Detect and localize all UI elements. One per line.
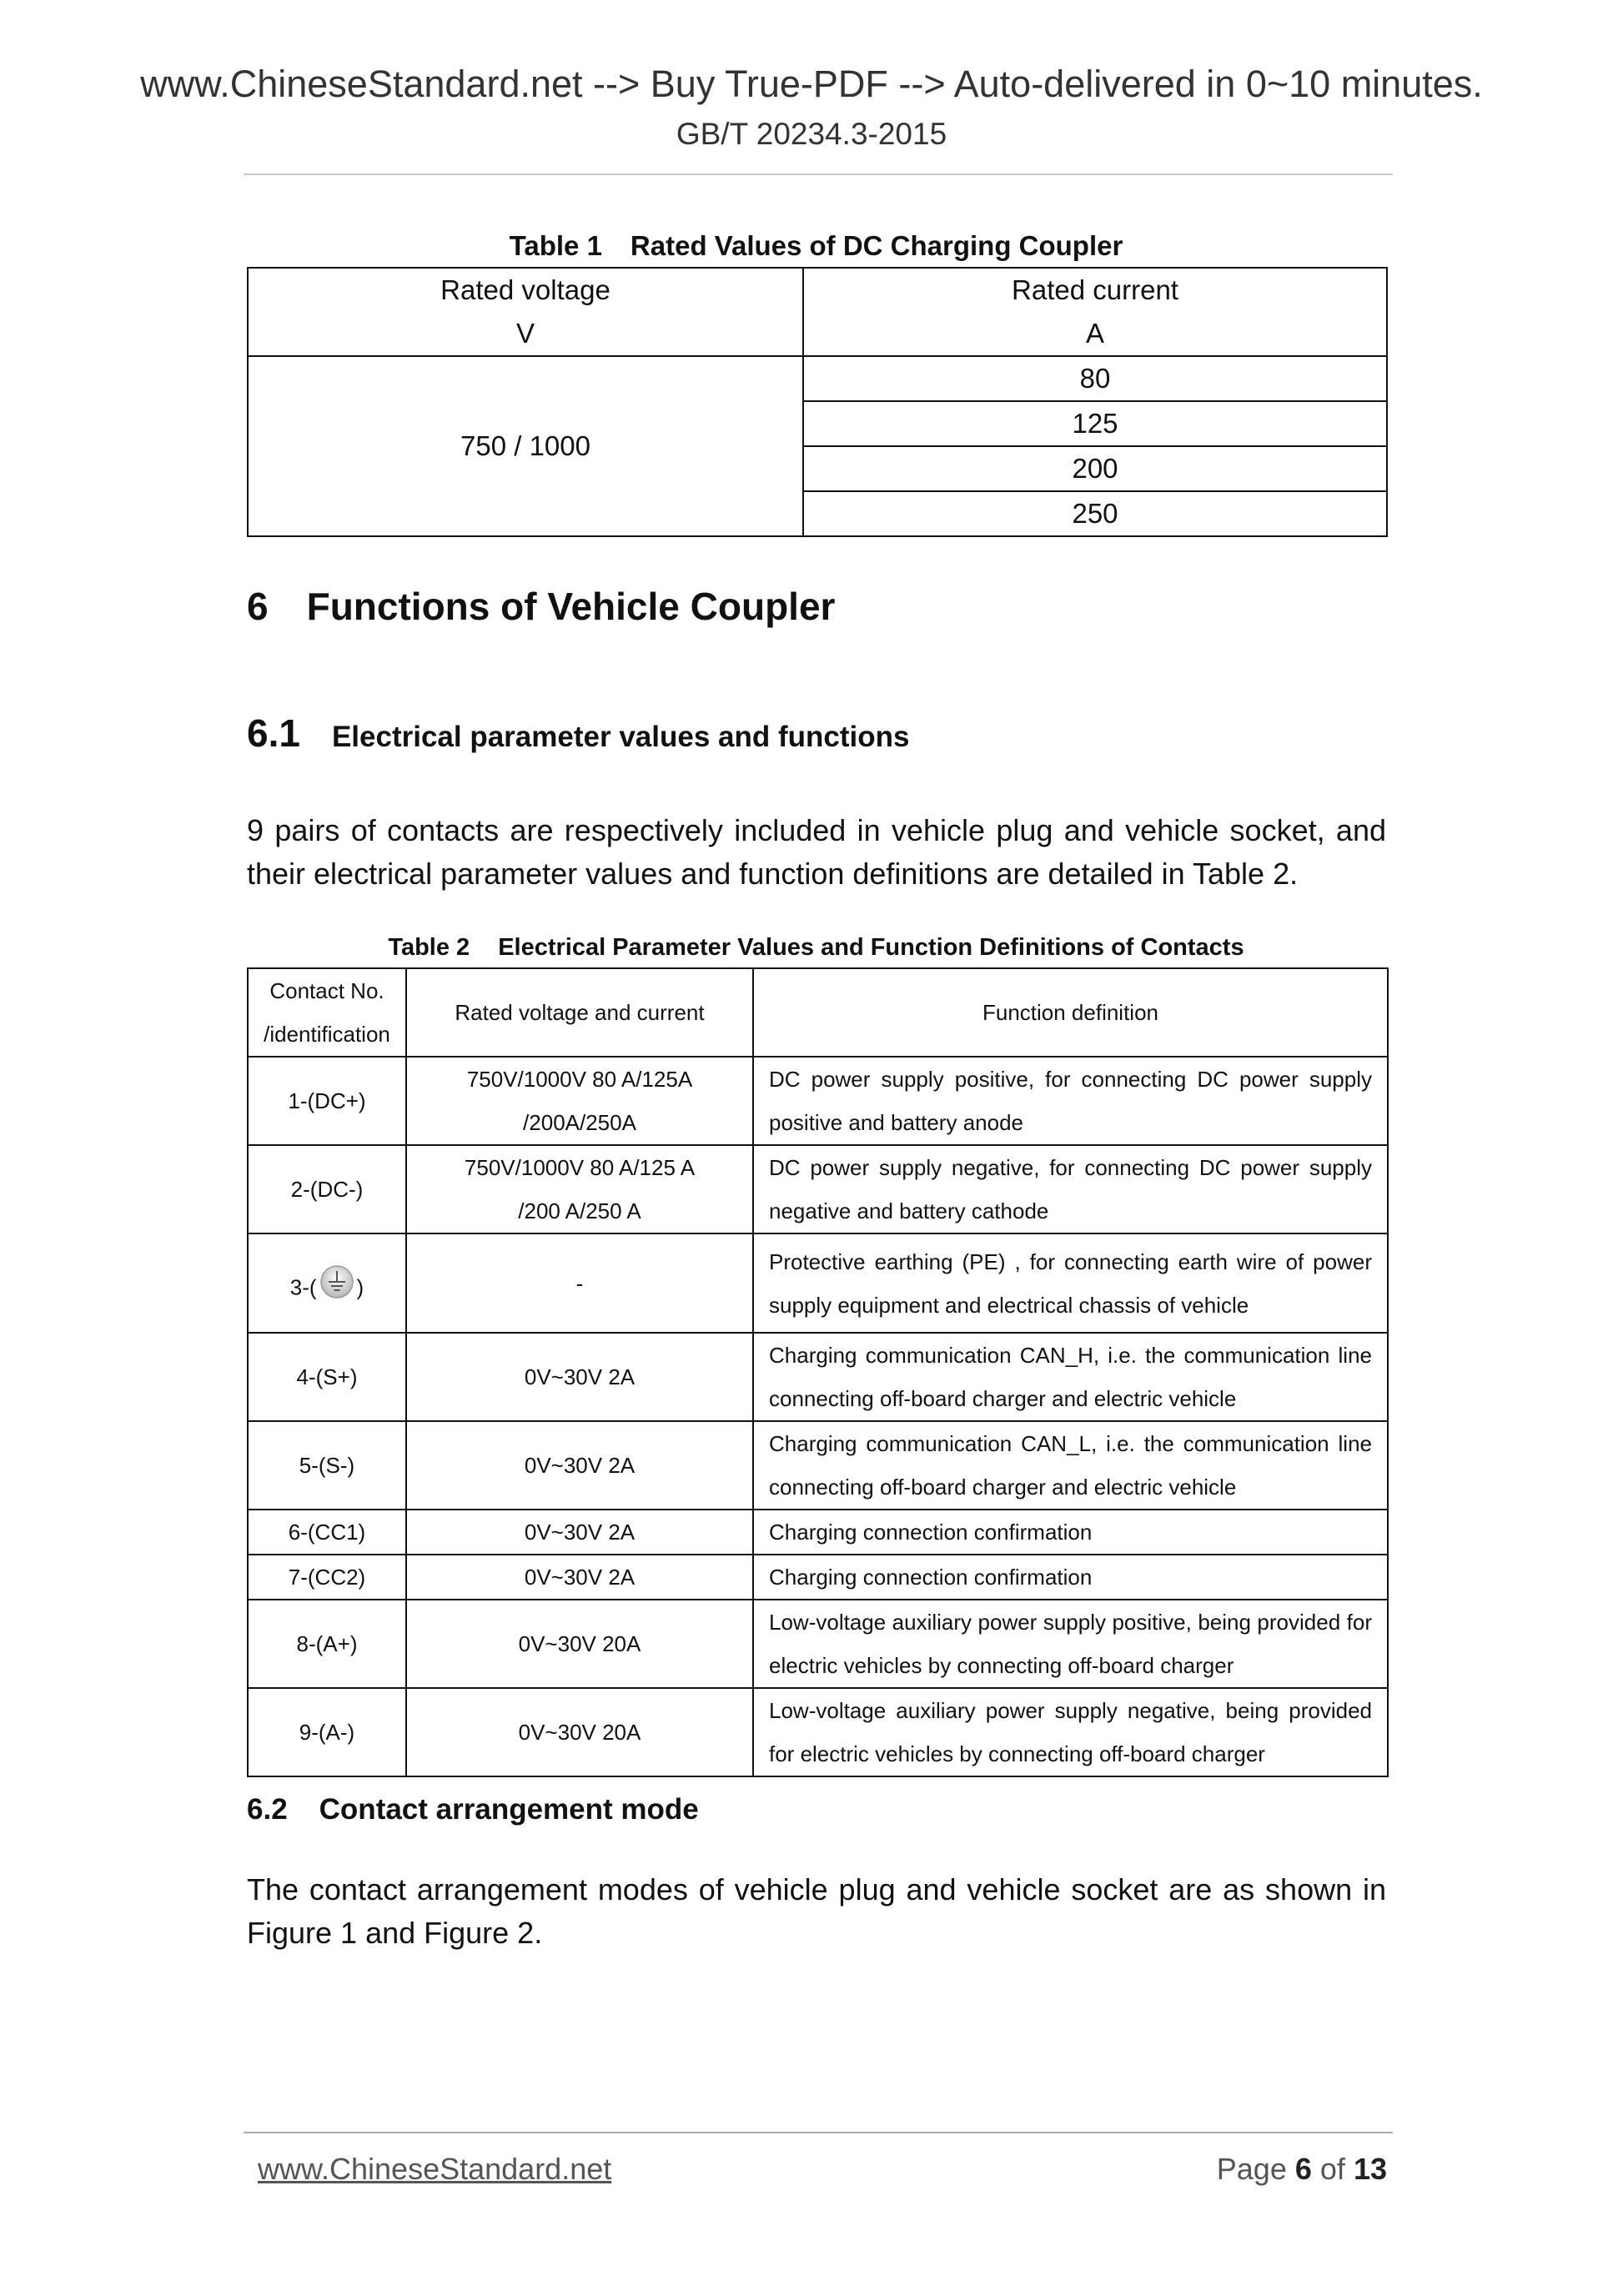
table2-caption bbox=[247, 934, 1385, 962]
rated-cell bbox=[406, 1145, 753, 1233]
earth-ground-icon bbox=[319, 1264, 355, 1314]
table2-title: Electrical Parameter Values and Function Definitions of Contacts bbox=[498, 934, 1244, 961]
contact-cell: 1-(DC+) bbox=[248, 1057, 406, 1145]
intro-paragraph: 9 pairs of contacts are respectively included in vehicle plug and vehicle socket, and their electrical parameter values and function definitions are detailed in Table 2. bbox=[247, 813, 1386, 891]
contact-cell: 9-(A-) bbox=[248, 1688, 406, 1776]
rated-cell: 0V~30V 20A bbox=[406, 1600, 753, 1688]
table1-row bbox=[248, 356, 1387, 401]
rated-current-cell: 200 bbox=[803, 446, 1387, 491]
rated-line2: /200A/250A bbox=[523, 1110, 636, 1135]
section-6-number: 6 bbox=[247, 585, 269, 628]
section-6-1-heading bbox=[247, 711, 909, 756]
function-cell: DC power supply negative, for connecting DC power supply negative and battery cathode bbox=[753, 1145, 1388, 1233]
table1-number: Table 1 bbox=[509, 230, 602, 261]
current-header-label: Rated current bbox=[1012, 274, 1178, 305]
section-6-2-title: Contact arrangement mode bbox=[319, 1793, 699, 1826]
function-cell: Charging connection confirmation bbox=[753, 1555, 1388, 1600]
table-row bbox=[248, 1145, 1388, 1233]
function-cell: Charging communication CAN_H, i.e. the communication line connecting off-board charger and electric vehicle bbox=[753, 1333, 1388, 1421]
rated-current-cell: 80 bbox=[803, 356, 1387, 401]
table1-header-row bbox=[248, 268, 1387, 356]
contact-suffix: ) bbox=[356, 1274, 364, 1300]
table1-header-current bbox=[803, 268, 1387, 356]
rated-cell: 0V~30V 2A bbox=[406, 1510, 753, 1555]
section-6-title: Functions of Vehicle Coupler bbox=[306, 585, 836, 628]
rated-cell: 0V~30V 2A bbox=[406, 1333, 753, 1421]
rated-line1: 750V/1000V 80 A/125A bbox=[466, 1067, 693, 1092]
table-row bbox=[248, 1421, 1388, 1510]
section-6-2-number: 6.2 bbox=[247, 1793, 288, 1826]
rated-current-cell: 250 bbox=[803, 491, 1387, 536]
function-header-cell: Function definition bbox=[753, 968, 1388, 1057]
header-divider bbox=[244, 173, 1393, 175]
contact-cell: 6-(CC1) bbox=[248, 1510, 406, 1555]
rated-voltage-cell: 750 / 1000 bbox=[248, 356, 803, 536]
voltage-header-label: Rated voltage bbox=[440, 274, 611, 305]
rated-cell: - bbox=[406, 1233, 753, 1333]
page-label: Page bbox=[1216, 2152, 1287, 2186]
contact-header-line1: Contact No. bbox=[269, 978, 384, 1003]
contact-header-cell bbox=[248, 968, 406, 1057]
table2-header-row bbox=[248, 968, 1388, 1057]
contact-cell: 2-(DC-) bbox=[248, 1145, 406, 1233]
section-6-2-heading bbox=[247, 1793, 699, 1826]
contact-cell bbox=[248, 1233, 406, 1333]
table-row bbox=[248, 1510, 1388, 1555]
table-row bbox=[248, 1233, 1388, 1333]
page-of: of bbox=[1319, 2152, 1345, 2186]
rated-cell: 0V~30V 20A bbox=[406, 1688, 753, 1776]
table-row bbox=[248, 1333, 1388, 1421]
function-cell: Protective earthing (PE) , for connecting earth wire of power supply equipment and electrical chassis of vehicle bbox=[753, 1233, 1388, 1333]
page-indicator bbox=[1217, 2152, 1387, 2187]
section-6-1-number: 6.1 bbox=[247, 711, 300, 755]
rated-cell: 0V~30V 2A bbox=[406, 1555, 753, 1600]
table-row bbox=[248, 1688, 1388, 1776]
contact-cell: 8-(A+) bbox=[248, 1600, 406, 1688]
voltage-header-unit: V bbox=[515, 318, 535, 349]
contact-definitions-table bbox=[247, 967, 1389, 1777]
arrangement-paragraph: The contact arrangement modes of vehicle plug and vehicle socket are as shown in Figure 1 and Figure 2. bbox=[247, 1872, 1386, 1950]
function-cell: Low-voltage auxiliary power supply negative, being provided for electric vehicles by connecting off-board charger bbox=[753, 1688, 1388, 1776]
rated-values-table bbox=[247, 267, 1388, 537]
page-current: 6 bbox=[1294, 2152, 1312, 2186]
table2-number: Table 2 bbox=[388, 934, 470, 961]
contact-cell: 5-(S-) bbox=[248, 1421, 406, 1510]
page-total: 13 bbox=[1353, 2152, 1387, 2186]
contact-prefix: 3-( bbox=[289, 1274, 317, 1300]
section-6-1-title: Electrical parameter values and functions bbox=[331, 721, 910, 753]
table-row bbox=[248, 1600, 1388, 1688]
rated-current-cell: 125 bbox=[803, 401, 1387, 446]
table-row bbox=[248, 1057, 1388, 1145]
rated-line1: 750V/1000V 80 A/125 A bbox=[464, 1155, 696, 1180]
section-6-heading bbox=[247, 584, 835, 629]
table1-caption bbox=[247, 230, 1385, 262]
rated-cell: 0V~30V 2A bbox=[406, 1421, 753, 1510]
standard-number: GB/T 20234.3-2015 bbox=[676, 117, 947, 151]
contact-cell: 4-(S+) bbox=[248, 1333, 406, 1421]
rated-header-cell: Rated voltage and current bbox=[406, 968, 753, 1057]
table1-header-voltage bbox=[248, 268, 803, 356]
function-cell: DC power supply positive, for connecting DC power supply positive and battery anode bbox=[753, 1057, 1388, 1145]
header-banner: www.ChineseStandard.net --> Buy True-PDF --> Auto-delivered in 0~10 minutes. bbox=[140, 63, 1483, 105]
contact-header-line2: /identification bbox=[264, 1022, 390, 1047]
footer-site-link[interactable]: www.ChineseStandard.net bbox=[258, 2152, 612, 2186]
rated-cell bbox=[406, 1057, 753, 1145]
table1-title: Rated Values of DC Charging Coupler bbox=[630, 230, 1123, 261]
current-header-unit: A bbox=[1085, 318, 1104, 349]
contact-cell: 7-(CC2) bbox=[248, 1555, 406, 1600]
rated-line2: /200 A/250 A bbox=[518, 1198, 641, 1223]
function-cell: Charging connection confirmation bbox=[753, 1510, 1388, 1555]
footer-divider bbox=[244, 2132, 1393, 2133]
function-cell: Low-voltage auxiliary power supply positive, being provided for electric vehicles by connecting off-board charger bbox=[753, 1600, 1388, 1688]
table-row bbox=[248, 1555, 1388, 1600]
function-cell: Charging communication CAN_L, i.e. the communication line connecting off-board charger and electric vehicle bbox=[753, 1421, 1388, 1510]
